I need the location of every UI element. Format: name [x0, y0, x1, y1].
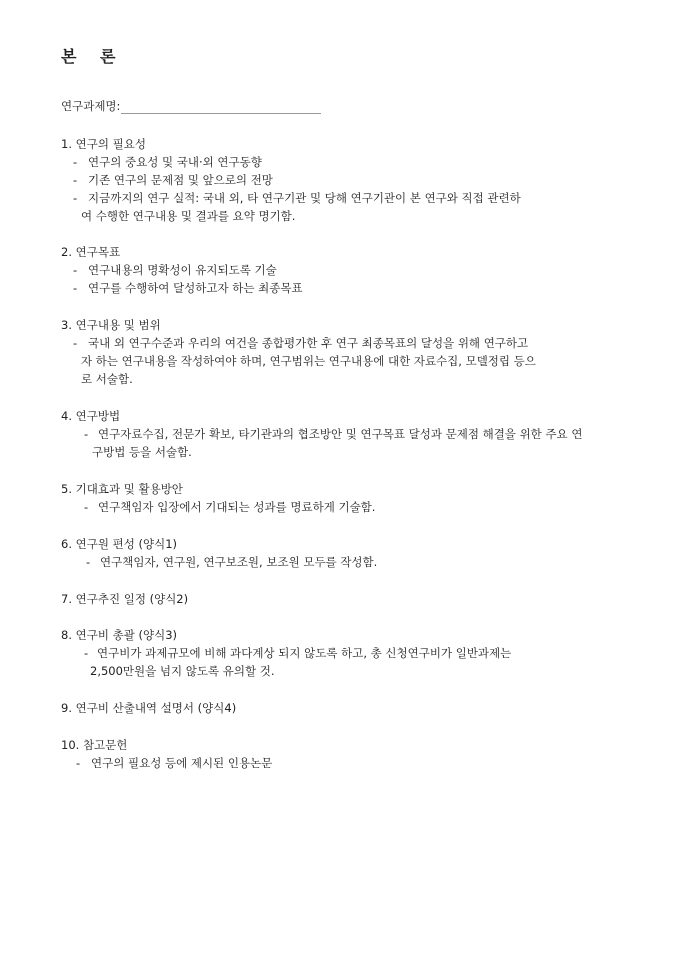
page-title: 본 론	[61, 47, 125, 66]
section-heading-6: 6. 연구원 편성 (양식1)	[61, 537, 177, 551]
list-item-continuation: 로 서술함.	[81, 372, 133, 386]
list-item-continuation: 구방법 등을 서술함.	[92, 445, 192, 459]
section-heading-4: 4. 연구방법	[61, 409, 121, 423]
project-name-blank-line[interactable]	[121, 100, 321, 114]
project-name-label: 연구과제명:	[61, 99, 121, 113]
list-item-continuation: 2,500만원을 넘지 않도록 유의할 것.	[90, 664, 275, 678]
section-heading-1: 1. 연구의 필요성	[61, 137, 146, 151]
section-heading-10: 10. 참고문헌	[61, 738, 128, 752]
document-page: 본 론 연구과제명: 1. 연구의 필요성 - 연구의 중요성 및 국내·외 연구동향 - 기존 연구의 문제점 및 앞으로의 전망 - 지금까지의 연구 실적: 국내 외, 타 연구기관 및 당해 연구기관이 본 연구와 직접 관련하 여 수행한 연구내용 및 결과를 요약 명기함. 2. 연구목표 - 연구내용의 명확성이 유지되도록 기술 - 연구를 수행하여 달성하고자 하는 최종목표 3. 연구내용 및 범위 - 국내 외 연구수준과 우리의 여건을 종합평가한 후 연구 최종목표의 달성을 위해 연구하고 자 하는 연구내용을 작성하여야 하며, 연구범위는 연구내용에 대한 자료수집, 모델정립 등으 로 서술함. 4. 연구방법 - 연구자료수집, 전문가 확보, 타기관과의 협조방안 및 연구목표 달성과 문제점 해결을 위한 주요 연 구방법 등을 서술함. 5. 기대효과 및 활용방안 - 연구책임자 입장에서 기대되는 성과를 명료하게 기술함. 6. 연구원 편성 (양식1) - 연구책임자, 연구원, 연구보조원, 보조원 모두를 작성함. 7. 연구추진 일정 (양식2) 8. 연구비 총괄 (양식3) - 연구비가 과제규모에 비해 과다계상 되지 않도록 하고, 총 신청연구비가 일반과제는 2,500만원을 넘지 않도록 유의할 것. 9. 연구비 산출내역 설명서 (양식4) 10. 참고문헌 - 연구의 필요성 등에 제시된 인용논문	[0, 0, 680, 962]
section-heading-5: 5. 기대효과 및 활용방안	[61, 482, 183, 496]
list-item-continuation: 자 하는 연구내용을 작성하여야 하며, 연구범위는 연구내용에 대한 자료수집, 모델정립 등으	[81, 354, 536, 368]
project-name-field	[61, 98, 321, 114]
section-heading-8: 8. 연구비 총괄 (양식3)	[61, 628, 177, 642]
section-heading-9: 9. 연구비 산출내역 설명서 (양식4)	[61, 701, 237, 715]
section-heading-7: 7. 연구추진 일정 (양식2)	[61, 592, 189, 606]
section-heading-3: 3. 연구내용 및 범위	[61, 318, 161, 332]
section-heading-2: 2. 연구목표	[61, 245, 121, 259]
list-item-continuation: 여 수행한 연구내용 및 결과를 요약 명기함.	[81, 209, 296, 223]
